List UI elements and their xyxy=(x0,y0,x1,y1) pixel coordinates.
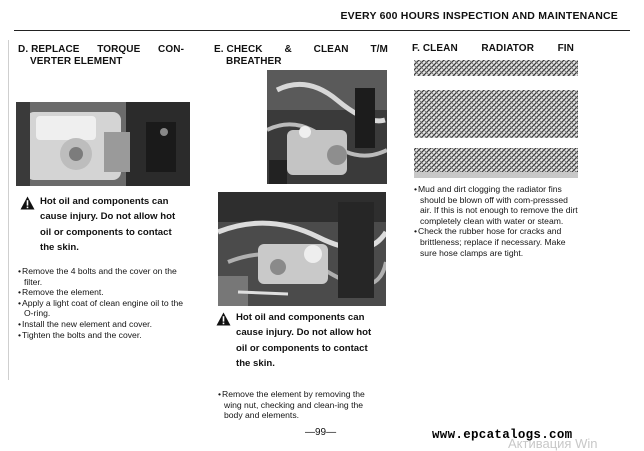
website-link[interactable]: www.epcatalogs.com xyxy=(432,428,573,442)
header-title: EVERY 600 HOURS INSPECTION AND MAINTENANCE xyxy=(340,10,618,22)
section-d-steps xyxy=(18,266,190,340)
page-number: —99— xyxy=(305,427,337,438)
list-item: • Tighten the bolts and the cover. xyxy=(18,330,190,341)
section-e-heading-word: E. CHECK xyxy=(214,44,263,55)
warning-line: the skin. xyxy=(40,242,79,253)
section-e-heading xyxy=(214,44,388,68)
section-f-heading-word: FIN xyxy=(557,43,574,54)
warning-triangle-icon xyxy=(216,312,231,326)
warning-line: cause injury. Do not allow hot xyxy=(236,327,372,338)
warning-line: the skin. xyxy=(236,358,275,369)
section-e-steps xyxy=(218,389,384,421)
section-f-steps xyxy=(414,184,578,258)
breather-photo-top xyxy=(267,70,387,184)
radiator-fin-photo xyxy=(414,60,578,178)
section-e-warning-cont xyxy=(236,325,371,372)
warning-line: Hot oil and components can xyxy=(40,196,169,207)
section-d-warning xyxy=(40,194,168,210)
section-e-heading-word: CLEAN xyxy=(313,44,349,55)
section-e-warning xyxy=(236,310,364,326)
list-item: • Remove the element by removing the wing nut, checking and clean-ing the body and elements. xyxy=(218,389,384,421)
torque-converter-photo xyxy=(16,102,190,186)
section-d-heading-line2: VERTER ELEMENT xyxy=(30,56,123,67)
list-item: • Remove the 4 bolts and the cover on the filter. xyxy=(18,266,190,287)
list-item: • Apply a light coat of clean engine oil to the O-ring. xyxy=(18,298,190,319)
section-f-heading xyxy=(412,43,574,55)
section-d-heading xyxy=(18,44,184,68)
list-item: • Install the new element and cover. xyxy=(18,319,190,330)
warning-line: cause injury. Do not allow hot xyxy=(40,211,176,222)
section-d-heading-word: TORQUE xyxy=(97,44,141,55)
list-item: • Check the rubber hose for cracks and brittleness; replace if necessary. Make sure hose clamps are tight. xyxy=(414,226,578,258)
warning-line: Hot oil and components can xyxy=(236,312,365,323)
warning-line: oil or components to contact xyxy=(40,226,172,238)
list-item: • Remove the element. xyxy=(18,287,190,298)
warning-line: oil or components to contact xyxy=(236,342,368,354)
header-rule xyxy=(14,30,630,31)
left-margin-line xyxy=(8,40,9,380)
breather-photo-bottom xyxy=(218,192,386,306)
section-f-heading-word: F. CLEAN xyxy=(412,43,458,54)
section-d-heading-word: D. REPLACE xyxy=(18,44,80,55)
list-item: • Mud and dirt clogging the radiator fins should be blown off with com-presssed air. If this is not enough to remove the dirt completely clean with water or steam. xyxy=(414,184,578,226)
section-e-heading-word: & xyxy=(284,44,292,55)
watermark: Активация Win xyxy=(508,436,598,451)
section-d-warning-cont xyxy=(40,209,175,256)
section-e-heading-line2: BREATHER xyxy=(226,56,282,67)
section-f-heading-word: RADIATOR xyxy=(481,43,535,54)
warning-triangle-icon xyxy=(20,196,35,210)
section-e-heading-word: T/M xyxy=(370,44,388,55)
section-d-heading-word: CON- xyxy=(158,44,184,55)
